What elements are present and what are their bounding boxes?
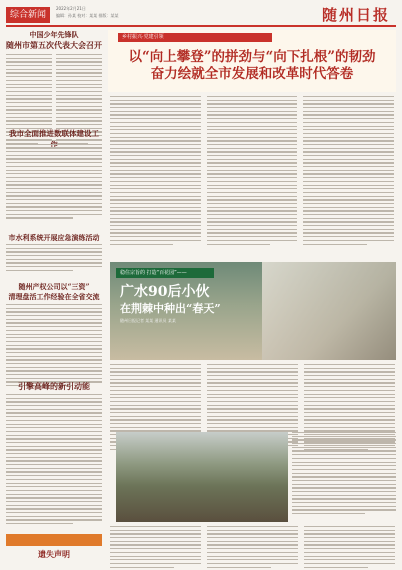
article-title-1-line2: 随州市第五次代表大会召开 (6, 40, 102, 50)
feature-body-right (292, 432, 396, 522)
lead-headline-line1: 以“向上攀登”的拼劲与“向下扎根”的韧劲 (128, 49, 376, 65)
article-body-2 (6, 140, 102, 221)
feature-body-bottom (110, 526, 396, 570)
article-body-5 (6, 394, 102, 527)
feature-subheadline: 在荆棘中种出“春天” (120, 302, 221, 315)
lead-headline-line2: 奋力绘就全市发展和改革时代答卷 (150, 66, 354, 82)
notice-title: 遗失声明 (38, 549, 70, 559)
ad-strip (6, 534, 102, 546)
feature-headline: 广水90后小伙 (120, 284, 210, 300)
article-title-3: 市水利系统开展应急演练活动 (8, 233, 100, 242)
article-title-4-line1: 随州产权公司以“三资” (18, 282, 90, 291)
article-body-4 (6, 304, 102, 389)
article-title-1-line1: 中国少年先锋队 (29, 30, 79, 39)
issue-date: 2022年2月21日 (56, 6, 86, 11)
lead-kicker: 乡村振兴·党建引领 (118, 33, 272, 42)
lead-headline (112, 49, 392, 83)
feature-photo-people (262, 262, 396, 360)
feature-byline: 随州日报记者 某某 通讯员 某某 (120, 318, 176, 323)
article-body-3 (6, 244, 102, 274)
header-rule (6, 25, 396, 27)
feature-kicker: 稳住宗旨的 打造“百花园”—— (116, 268, 214, 278)
masthead-logo: 随州日报 (321, 6, 390, 24)
article-title-2: 我市全面推进数联体建设工 (9, 129, 99, 138)
lead-body (110, 96, 394, 247)
editor-credits: 编辑：孙某 校对：某某 排版：某某 (56, 13, 119, 18)
section-tab: 综合新闻 (6, 7, 50, 23)
feature-photo-bottom (116, 432, 288, 522)
article-title-5: 引擎高峰的新引动能 (18, 381, 90, 391)
article-title-4-line2: 清理盘活工作经验在全省交流 (8, 292, 100, 301)
